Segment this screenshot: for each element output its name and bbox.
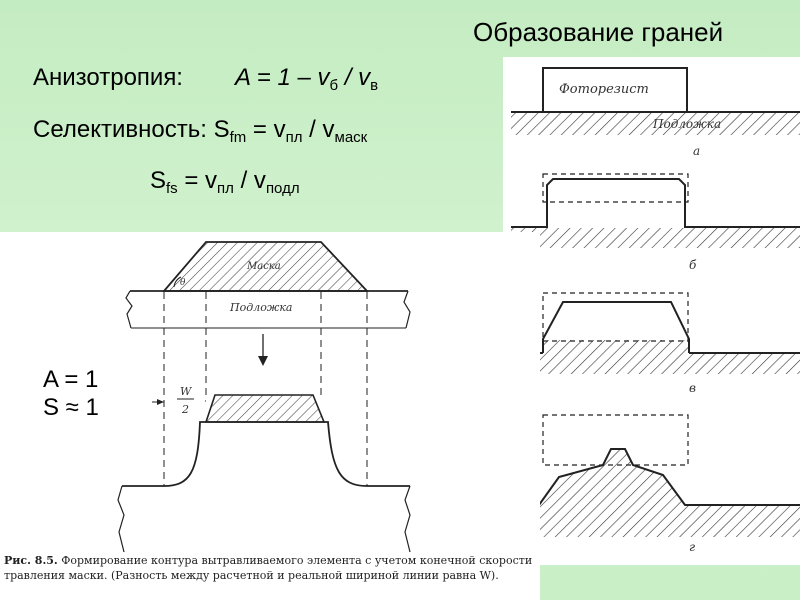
caption-text: Формирование контура вытравливаемого элемента с учетом конечной скорости травления маски. (Разность между расчетной и реальной шириной линии равна W).: [4, 554, 533, 582]
etching-stages-svg: [503, 57, 800, 565]
selectivity-line: [33, 116, 367, 146]
photoresist-label: Фоторезист: [559, 82, 649, 97]
anisotropy-formula: A = 1 – v: [234, 64, 330, 91]
w-label: W: [180, 385, 192, 398]
selectivity-eq: = v: [246, 116, 286, 143]
substrate-line-b: [511, 223, 800, 227]
selectivity-2-slash: / v: [233, 167, 266, 194]
w-arrowhead-left: [157, 399, 164, 405]
figure-caption: [4, 553, 534, 583]
substrate-hatch-v: [511, 354, 800, 374]
annotation: [43, 366, 99, 422]
selectivity-sub-fm: fm: [229, 129, 247, 146]
caption-prefix: Рис. 8.5.: [4, 554, 58, 567]
selectivity-sub-pl: пл: [285, 129, 303, 146]
substrate-label: Подложка: [653, 117, 722, 131]
selectivity-sub-mask: маск: [334, 129, 368, 146]
etched-profile-fill-g: [511, 449, 800, 537]
selectivity-2-sub-fs: fs: [166, 180, 178, 197]
stage-v: [511, 293, 800, 395]
anisotropy-slash: / v: [338, 64, 371, 91]
stage-a: [511, 68, 800, 158]
stage-b: [511, 174, 800, 272]
annotation-anisotropy: A = 1: [43, 366, 99, 393]
selectivity-slash: / v: [302, 116, 335, 143]
mask-label: Маска: [247, 261, 281, 272]
selectivity-2-s: S: [150, 167, 167, 194]
substrate-label-left: Подложка: [230, 301, 293, 314]
selectivity-label: Селективность: S: [33, 116, 230, 143]
w-denominator: 2: [182, 403, 189, 416]
step-label-b: б: [689, 258, 697, 272]
selectivity-2-sub-pl: пл: [217, 180, 234, 197]
annotation-selectivity: S ≈ 1: [43, 394, 99, 421]
anisotropy-sub-1: б: [329, 77, 339, 94]
mask-profile-b: [547, 179, 685, 223]
etching-stages-figure: [503, 57, 800, 565]
selectivity-2-eq: = v: [177, 167, 218, 194]
residual-mask: [206, 395, 324, 422]
down-arrow-head: [258, 356, 268, 366]
step-label-a: а: [693, 144, 701, 158]
selectivity-2-sub-podl: подл: [265, 180, 300, 197]
anisotropy-label: Анизотропия:: [33, 64, 183, 91]
stage-g: [511, 415, 800, 554]
anisotropy-line: [33, 64, 378, 94]
step-label-v: в: [689, 381, 696, 395]
substrate-hatch-b: [511, 228, 800, 248]
substrate-step-hatch-v: [544, 340, 688, 354]
step-label-g: г: [689, 540, 696, 554]
original-mask-outline-v: [543, 293, 688, 341]
selectivity-2-line: [150, 167, 300, 197]
anisotropy-sub-2: в: [370, 77, 379, 94]
slide-title: Образование граней: [473, 17, 724, 47]
theta-label: θ: [180, 278, 186, 288]
